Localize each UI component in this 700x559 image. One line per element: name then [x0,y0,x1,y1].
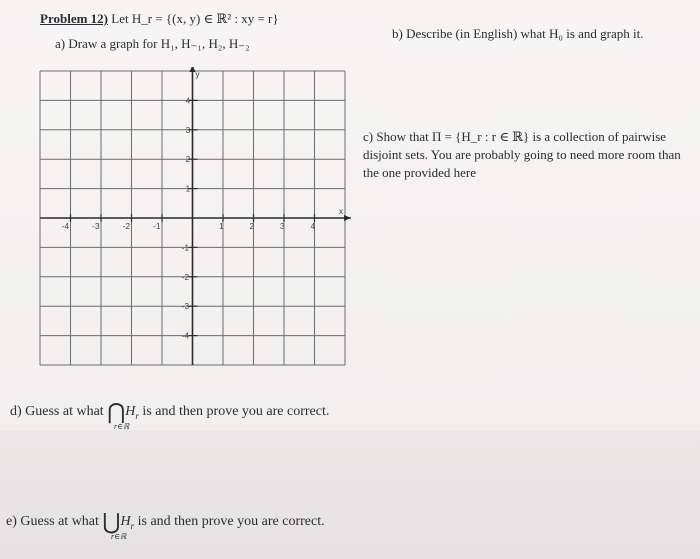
y-tick-label: -3 [181,301,190,312]
y-tick-label: 4 [185,95,191,106]
part-a-prompt: a) Draw a graph for H₁, H₋₁, H₂, H₋₂ [55,36,250,51]
y-tick-label: -2 [181,271,190,282]
part-e-tail: is and then prove you are correct. [134,514,325,529]
coordinate-grid[interactable] [35,67,355,371]
x-tick-label: -4 [61,221,70,231]
x-tick-label: 1 [219,221,224,231]
y-tick-label: 1 [185,183,191,194]
x-axis-arrow [344,215,351,221]
intersection-symbol: ⋂ [107,399,126,424]
part-d-prompt [10,401,329,423]
part-d-set: H [125,404,136,419]
problem-label: Problem 12) [40,11,108,26]
problem-statement: Let H_r = {(x, y) ∈ ℝ² : xy = r} [111,11,279,26]
part-d-tail: is and then prove you are correct. [138,404,330,419]
axes [40,67,351,365]
x-axis-label: x [339,207,343,216]
y-tick-label: -1 [181,242,190,253]
x-tick-label: 2 [249,221,255,231]
part-d-set-sub: r [135,410,139,421]
part-e-text: e) Guess at what [6,514,99,529]
x-tick-label: 4 [310,221,316,231]
y-tick-label: 2 [185,154,191,165]
union-symbol: ⋃ [102,509,121,534]
part-e-prompt [6,511,325,533]
x-tick-label: -1 [153,221,161,231]
x-tick-label: 3 [280,221,285,231]
part-e-set-sub: r [130,520,135,531]
part-c-prompt: c) Show that Π = {H_r : r ∈ ℝ} is a collection of pairwise disjoint sets. You are probably going to need more room than the one provided here [363,129,681,180]
part-e-set: H [120,514,131,529]
part-b-prompt: b) Describe (in English) what H₀ is and graph it. [392,26,644,41]
x-tick-label: -2 [122,221,131,231]
y-tick-label: -4 [181,330,190,341]
y-axis-label: y [195,70,200,79]
y-tick-label: 3 [185,124,191,135]
worksheet-paper-lower [0,430,700,559]
axis-tick-labels [62,70,344,341]
x-tick-label: -3 [92,221,100,231]
part-e-index: r∈ℝ [111,532,127,541]
part-d-index: r∈ℝ [114,422,130,431]
problem-heading [40,12,279,25]
part-d-text: d) Guess at what [10,404,104,419]
